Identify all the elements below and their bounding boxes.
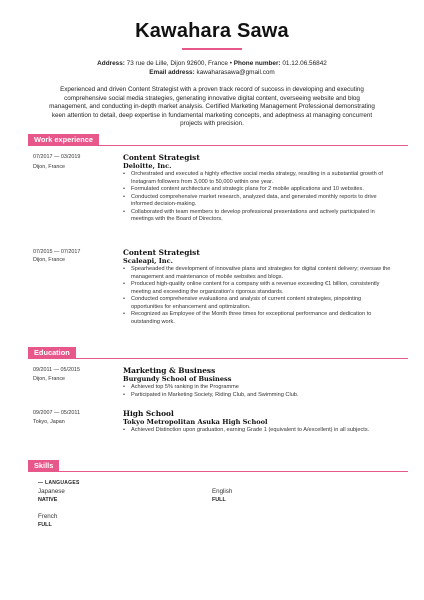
contact-line-email: [0, 68, 424, 77]
entry-bullets: [123, 384, 393, 399]
address-label: Address:: [97, 60, 125, 67]
language-name: English: [212, 488, 233, 495]
entry-title: High School: [123, 409, 174, 418]
contact-separator: •: [229, 60, 232, 67]
email-value[interactable]: kawaharasawa@gmail.com: [196, 69, 275, 76]
entry-bullets: [123, 427, 393, 435]
entry-location: Tokyo, Japan: [33, 419, 65, 425]
list-item: • Conducted comprehensive evaluations and analysis of current content strategies, pinpointing opportunities for enhancement and optimization.: [123, 296, 393, 311]
language-level: FULL: [212, 497, 226, 503]
entry-title: Content Strategist: [123, 248, 200, 257]
list-item: • Produced high-quality online content for a company with a revenue exceeding €1 billion, consistently meeting and exceeding the organization's rigorous standards.: [123, 281, 393, 296]
list-item: • Participated in Marketing Society, Riding Club, and Swimming Club.: [123, 392, 393, 400]
language-level: FULL: [38, 522, 52, 528]
entry-organization: Tokyo Metropolitan Asuka High School: [123, 418, 268, 426]
work-section-heading: Work experience: [28, 134, 99, 146]
entry-location: Dijon, France: [33, 164, 66, 170]
entry-dates: 07/2015 — 07/2017: [33, 249, 81, 255]
entry-location: Dijon, France: [33, 376, 66, 382]
phone-value: 01.12.06.56842: [282, 60, 327, 67]
list-item: • Orchestrated and executed a highly effective social media strategy, resulting in a substantial growth of Instagram followers from 3,000 to 50,000 within one year.: [123, 171, 393, 186]
entry-organization: Deloitte, Inc.: [123, 162, 172, 170]
name-underline: [182, 48, 242, 50]
entry-dates: 07/2017 — 03/2019: [33, 154, 81, 160]
language-name: Japanese: [38, 488, 65, 495]
education-section-rule: [28, 358, 408, 359]
list-item: • Achieved Distinction upon graduation, earning Grade 1 (equivalent to A/excellent) in all subjects.: [123, 427, 393, 435]
phone-label: Phone number:: [233, 60, 281, 67]
entry-dates: 09/2007 — 05/2011: [33, 410, 80, 416]
list-item: • Spearheaded the development of innovative plans and strategies for digital content delivery; oversaw the management and maintenance of mobile websites and blogs.: [123, 266, 393, 281]
contact-line-address-phone: [0, 59, 424, 68]
languages-heading: — LANGUAGES: [38, 480, 80, 486]
language-name: French: [38, 513, 58, 520]
profile-summary: Experienced and driven Content Strategist with a proven track record of success in developing and executing comprehensive social media strategies, generating innovative digital content, overseeing website and blog management, and conducting in-depth market analysis. Certified Marketing Management Professional demonstrating keen attention to detail, deep expertise in fundamental marketing concepts, and adeptness at managing concurrent projects with precision.: [49, 86, 375, 128]
entry-dates: 09/2011 — 05/2015: [33, 367, 80, 373]
education-section-heading: Education: [28, 347, 76, 359]
entry-organization: Burgundy School of Business: [123, 375, 232, 383]
email-label: Email address:: [149, 69, 195, 76]
entry-organization: Scaleapi, Inc.: [123, 257, 173, 265]
list-item: • Formulated content architecture and strategic plans for 2 mobile applications and 10 websites.: [123, 186, 393, 194]
language-level: NATIVE: [38, 497, 58, 503]
skills-section-heading: Skills: [28, 460, 59, 472]
entry-title: Marketing & Business: [123, 366, 216, 375]
entry-bullets: [123, 171, 393, 224]
list-item: • Achieved top 5% ranking in the Programme: [123, 384, 393, 392]
entry-location: Dijon, France: [33, 257, 66, 263]
list-item: • Collaborated with team members to develop professional presentations and actively participated in meetings with the Board of Directors.: [123, 209, 393, 224]
list-item: • Conducted comprehensive market research, analyzed data, and generated monthly reports to drive informed decision-making.: [123, 194, 393, 209]
entry-bullets: [123, 266, 393, 326]
list-item: • Recognized as Employee of the Month three times for exceptional performance and dedication to outstanding work.: [123, 311, 393, 326]
skills-section-rule: [28, 471, 408, 472]
candidate-name: Kawahara Sawa: [135, 20, 289, 42]
entry-title: Content Strategist: [123, 153, 200, 162]
address-value: 73 rue de Lille, Dijon 92600, France: [126, 60, 228, 67]
